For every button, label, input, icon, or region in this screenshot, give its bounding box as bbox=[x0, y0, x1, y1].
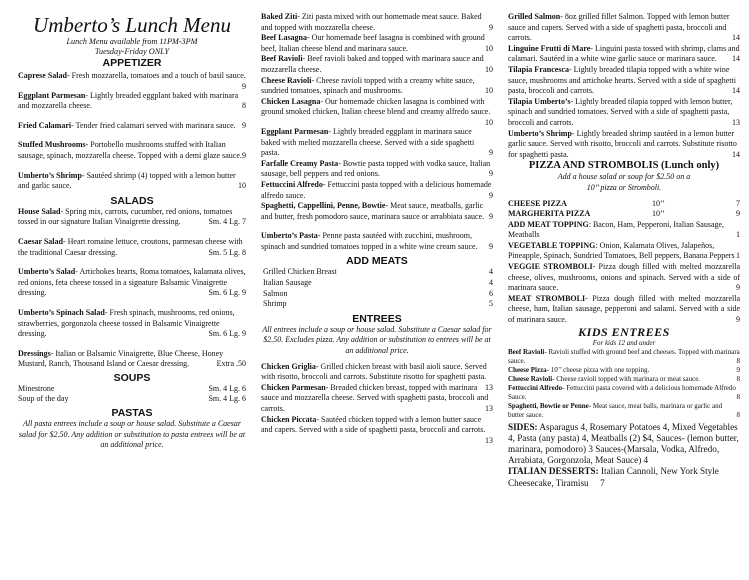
item-price: 9 bbox=[489, 148, 493, 158]
item-name: Grilled Salmon bbox=[508, 12, 561, 21]
item-desc: : Onion, Kalamata Olives, Jalapeños, Pineapple, Spinach, Sundried Tomatoes, Bell peppers, Banana Peppers bbox=[508, 240, 735, 261]
item-price: 9 bbox=[736, 209, 740, 219]
item-price: Sm. 4 Lg. 7 bbox=[208, 217, 246, 227]
item-name: Spaghetti, Bowtie or Penne bbox=[508, 401, 589, 410]
menu-item bbox=[508, 384, 740, 402]
item-desc: - Our homemade beef lasagna is combined with ground beef, Italian cheese blend and marinara sauce. bbox=[261, 33, 485, 53]
item-name: Umberto’s Shrimp bbox=[508, 128, 572, 138]
pizza-list bbox=[508, 199, 740, 326]
add-meats-heading: ADD MEATS bbox=[346, 255, 408, 268]
item-price: 9 bbox=[242, 120, 246, 130]
item-desc: - Cheese ravioli topped with a creamy white sauce, sundried tomatoes, spinach and mushrooms. bbox=[261, 75, 475, 96]
item-price: 8 bbox=[736, 356, 740, 365]
item-price: 9 bbox=[489, 241, 493, 251]
item-name: Spaghetti, Cappellini, Penne, Bowtie bbox=[261, 201, 386, 211]
item-price: 10 bbox=[485, 43, 493, 53]
item-name: Caprese Salad bbox=[18, 71, 67, 80]
pizza-note-2: 10’’ pizza or Stromboli. bbox=[586, 182, 662, 192]
item-name: VEGGIE STROMBOLI bbox=[508, 262, 593, 272]
menu-item bbox=[508, 129, 740, 161]
item-price: 10 bbox=[485, 64, 493, 74]
menu-item bbox=[18, 140, 246, 161]
item-desc: - Sautéed shrimp (4) topped with a lemon butter and garlic sauce. bbox=[18, 170, 236, 191]
menu-item bbox=[263, 267, 493, 278]
item-name: Soup of the day bbox=[18, 394, 69, 404]
item-name: CHEESE PIZZA bbox=[508, 198, 567, 208]
item-price: 9 bbox=[736, 365, 740, 374]
menu-item bbox=[508, 262, 740, 294]
salads-heading: SALADS bbox=[110, 194, 154, 207]
menu-item bbox=[263, 278, 493, 289]
item-desc: - Italian or Balsamic Vinaigrette, Blue Cheese, Honey Mustard, Ranch, Thousand Island or Caesar dressing. bbox=[18, 348, 224, 369]
kids-sub: For kids 12 and under bbox=[592, 338, 656, 347]
item-desc: - Meat sauce, meat balls, marinara or garlic and butter sauce. bbox=[508, 401, 723, 419]
item-desc: - Tender fried calamari served with marinara sauce. bbox=[71, 120, 236, 130]
menu-title: Umberto’s Lunch Menu bbox=[33, 13, 231, 37]
item-price: 14 bbox=[732, 149, 740, 159]
item-desc: - Cheese ravioli topped with marinara or meat sauce. bbox=[552, 374, 701, 383]
menu-item bbox=[263, 289, 493, 300]
item-price: 9 bbox=[489, 211, 493, 221]
item-price: 10 bbox=[485, 117, 493, 127]
item-name: Eggplant Parmesan bbox=[261, 126, 329, 136]
menu-hours: Lunch Menu available from 11PM-3PM bbox=[66, 37, 198, 46]
item-price: Sm. 5 Lg. 8 bbox=[208, 247, 246, 257]
item-desc: - Our homemade chicken lasagna is combined with ground smoked chicken, Italian cheese blend and creamy alfredo sauce. bbox=[261, 96, 491, 117]
item-price: 13 bbox=[485, 435, 493, 445]
item-name: Caesar Salad bbox=[18, 236, 63, 246]
item-name: Chicken Lasagna bbox=[261, 96, 321, 106]
item-price: 4 bbox=[489, 278, 493, 288]
item-price: 9 bbox=[489, 169, 493, 179]
desserts-label: ITALIAN DESSERTS: bbox=[508, 466, 599, 477]
item-desc: - Pizza dough filled with melted mozzarella cheese, olives, mushrooms, onions and spinach. Served with a side of marinara sauce. bbox=[508, 262, 740, 293]
menu-item bbox=[261, 76, 493, 97]
menu-item bbox=[261, 201, 493, 222]
sides-label: SIDES: bbox=[508, 421, 538, 432]
menu-item bbox=[508, 348, 740, 366]
item-name: Fried Calamari bbox=[18, 120, 72, 130]
menu-item bbox=[508, 65, 740, 97]
item-desc: - Fettuccini pasta topped with a delicious homemade alfredo sauce. bbox=[261, 179, 492, 200]
item-desc: - Lightly breaded eggplant baked with marinara and mozzarella cheese. bbox=[18, 90, 239, 111]
item-price: 9 bbox=[489, 190, 493, 200]
item-price: 13 bbox=[485, 382, 493, 392]
sides bbox=[508, 422, 740, 467]
appetizer-list bbox=[18, 71, 246, 192]
item-price: 6 bbox=[489, 288, 493, 298]
menu-item bbox=[263, 299, 493, 310]
item-name: Linguine Frutti di Mare bbox=[508, 43, 591, 53]
menu-item bbox=[18, 267, 246, 299]
menu-item bbox=[508, 294, 740, 326]
item-price: 13 bbox=[485, 404, 493, 413]
menu-item bbox=[508, 402, 740, 420]
menu-item bbox=[261, 159, 493, 180]
entrees-list-b bbox=[508, 12, 740, 160]
item-price: 9 bbox=[736, 283, 740, 293]
salads-list bbox=[18, 207, 246, 370]
item-desc: - Lightly breaded tilapia topped with a white wine sauce, mushrooms and artichoke hearts. Served with a side of spaghetti pasta, broccoli and carrots. bbox=[508, 64, 736, 96]
entrees-note: All entrees include a soup or house salad. Substitute a Caesar salad for $2.50. Excludes pizza. Any addition or substitution to entrees will be at an additional price. bbox=[262, 324, 492, 356]
item-name: ADD MEAT TOPPING bbox=[508, 219, 589, 229]
pastas-note: All pasta entrees include a soup or house salad. Substitute a Caesar salad for $2.50. Any addition or substitution to pasta entrees will be at an additional price. bbox=[18, 419, 246, 450]
desserts-price: 7 bbox=[600, 477, 605, 488]
add-meat-topping bbox=[508, 220, 740, 241]
menu-item bbox=[18, 384, 246, 395]
item-price: 8 bbox=[736, 392, 740, 401]
item-price: 9 bbox=[242, 150, 246, 160]
menu-item bbox=[508, 97, 740, 129]
item-desc: - Lightly breaded eggplant in marinara sauce baked with melted mozzarella cheese. Served with a side spaghetti pasta. bbox=[261, 126, 475, 158]
item-price: 8 bbox=[736, 410, 740, 419]
menu-item bbox=[261, 12, 493, 33]
item-price: Sm. 6 Lg. 9 bbox=[208, 288, 246, 298]
item-desc: : Bacon, Ham, Pepperoni, Italian Sausage, Meatballs bbox=[508, 219, 725, 240]
item-price: 14 bbox=[732, 86, 740, 96]
menu-item bbox=[261, 231, 493, 252]
item-name: Chicken Parmesan bbox=[261, 382, 326, 392]
item-name: Salmon bbox=[263, 288, 288, 298]
desserts bbox=[508, 466, 740, 488]
sides-text: Asparagus 4, Rosemary Potatoes 4, Mixed Vegetables 4, Pasta (any pasta) 4, Meatballs (2) $4, Sauces- (lemon butter, marinara, pomodoro) 3 Sauces-(Marsala, Vodka, Alfredo, Arrabiata, Gorgonzola, Meat Sauce) 4 bbox=[508, 421, 739, 466]
item-name: Farfalle Creamy Pasta bbox=[261, 158, 339, 168]
item-desc: - Beef ravioli baked and topped with marinara sauce and mozzarella cheese. bbox=[261, 54, 484, 74]
item-name: Stuffed Mushrooms bbox=[18, 140, 86, 150]
menu-item bbox=[508, 209, 740, 220]
column-middle bbox=[261, 12, 493, 446]
item-name: Cheese Ravioli bbox=[508, 374, 553, 383]
item-name: Cheese Ravioli bbox=[261, 75, 312, 85]
menu-item bbox=[261, 180, 493, 201]
column-left bbox=[18, 0, 246, 451]
item-name: Chicken Piccata bbox=[261, 414, 317, 424]
item-name: MEAT STROMBOLI bbox=[508, 293, 586, 303]
item-price: 4 bbox=[489, 267, 493, 277]
item-name: Grilled Chicken Breast bbox=[263, 267, 337, 277]
item-name: VEGETABLE TOPPING bbox=[508, 240, 596, 250]
item-desc: - Ravioli stuffed with ground beef and cheeses. Topped with marinara sauce. bbox=[508, 347, 740, 365]
column-right bbox=[508, 12, 740, 489]
item-size: 10’’ bbox=[652, 198, 665, 208]
kids-list bbox=[508, 348, 740, 420]
item-name: Beef Ravioli bbox=[508, 347, 545, 356]
menu-item bbox=[261, 127, 493, 159]
item-desc: - 8oz grilled fillet Salmon. Topped with lemon butter sauce and capers. Served with a side of spaghetti pasta, broccoli and carrots. bbox=[508, 12, 730, 43]
menu-item bbox=[18, 207, 246, 228]
menu-item bbox=[18, 349, 246, 370]
item-name: Umberto’s Spinach Salad bbox=[18, 307, 105, 317]
item-name: Beef Ravioli bbox=[261, 54, 303, 64]
item-name: Umberto’s Pasta bbox=[261, 231, 318, 241]
item-price: 8 bbox=[736, 374, 740, 383]
item-price: 14 bbox=[732, 54, 740, 64]
item-desc: - Linguini pasta tossed with shrimp, clams and calamari. Sautéed in a white wine garlic sauce or marinara sauce. bbox=[508, 43, 740, 64]
item-desc: - 10’’ cheese pizza with one topping. bbox=[546, 365, 650, 374]
item-desc: - Bowtie pasta topped with vodka sauce, Italian sausage, bell peppers and red onions. bbox=[261, 158, 491, 179]
item-desc: - Breaded chicken breast, topped with marinara sauce and mozzarella cheese. Served with spaghetti pasta, broccoli and carrots. bbox=[261, 382, 489, 413]
item-name: Eggplant Parmesan bbox=[18, 90, 86, 100]
item-price: Sm. 4 Lg. 6 bbox=[208, 383, 246, 393]
pizza-heading: PIZZA AND STROMBOLIS (Lunch only) bbox=[528, 160, 720, 172]
item-desc: - Ziti pasta mixed with our homemade meat sauce. Baked and topped with mozzarella cheese. bbox=[261, 12, 482, 32]
pastas-heading: PASTAS bbox=[111, 407, 153, 420]
menu-days: Tuesday-Friday ONLY bbox=[94, 47, 170, 56]
menu-item bbox=[261, 33, 493, 54]
menu-item bbox=[508, 12, 740, 44]
menu-item bbox=[18, 237, 246, 258]
entrees-list-a bbox=[261, 361, 493, 445]
item-price: 10 bbox=[485, 86, 493, 96]
item-desc: - Grilled chicken breast with basil aioli sauce. Served with risotto, broccoli and carrots. Substitute risotto for spaghetti pasta. bbox=[261, 361, 487, 382]
item-desc: - Lightly breaded tilapia topped with lemon butter, spinach and sundried tomatoes. Served with a side of spaghetti pasta, broccoli and carrots. bbox=[508, 96, 733, 127]
item-price: 5 bbox=[489, 299, 493, 309]
menu-item bbox=[508, 366, 740, 375]
item-price: Sm. 4 Lg. 6 bbox=[208, 394, 246, 404]
pizza-note-1: Add a house salad or soup for $2.50 on a bbox=[557, 172, 691, 182]
item-price: 13 bbox=[732, 117, 740, 127]
item-desc: - Spring mix, carrots, cucumber, red onions, tomatoes tossed in our signature Italian Vinaigrette dressing. bbox=[18, 206, 233, 227]
item-name: Beef Lasagna bbox=[261, 33, 307, 43]
soups-heading: SOUPS bbox=[113, 371, 151, 384]
item-desc: - Fresh mozzarella, tomatoes and a touch of basil sauce. bbox=[66, 71, 246, 80]
menu-item bbox=[18, 91, 246, 112]
menu-item bbox=[261, 414, 493, 445]
item-name: Tilapia Umberto’s bbox=[508, 96, 571, 106]
item-price: 7 bbox=[736, 198, 740, 208]
menu-item bbox=[261, 96, 493, 127]
item-price: 9 bbox=[242, 81, 246, 91]
menu-item bbox=[18, 308, 246, 340]
menu-item bbox=[18, 71, 246, 91]
item-desc: - Sautéed chicken topped with a lemon butter sauce and capers. Served with a side of spaghetti pasta, broccoli and carrots. bbox=[261, 414, 486, 435]
vegetable-topping bbox=[508, 241, 740, 262]
item-name: Chicken Griglia bbox=[261, 361, 316, 371]
item-price: 9 bbox=[736, 315, 740, 325]
add-meats-list bbox=[261, 267, 493, 309]
menu-item bbox=[261, 383, 493, 415]
item-desc: - Meat sauce, meatballs, garlic and butter, fresh pomodoro sauce, marinara sauce or arrabbiata sauce. bbox=[261, 201, 485, 221]
item-name: Umberto’s Salad bbox=[18, 267, 76, 277]
item-desc: - Artichokes hearts, Roma tomatoes, kalamata olives, red onions, feta cheese tossed in a signature Balsamic Vinaigrette dressing. bbox=[18, 267, 246, 298]
menu-item bbox=[261, 54, 493, 75]
item-name: Dressings bbox=[18, 348, 51, 358]
menu-item bbox=[508, 44, 740, 65]
item-name: Umberto’s Shrimp bbox=[18, 170, 82, 180]
appetizer-heading: APPETIZER bbox=[102, 57, 162, 69]
item-name: Shrimp bbox=[263, 299, 287, 309]
item-price: 14 bbox=[732, 33, 740, 43]
item-price: 1 bbox=[736, 230, 740, 240]
menu-item bbox=[18, 394, 246, 405]
item-name: Italian Sausage bbox=[263, 278, 312, 288]
entrees-heading: ENTREES bbox=[352, 312, 402, 325]
item-name: Fettuccini Alfredo bbox=[508, 383, 563, 392]
menu-item bbox=[508, 199, 740, 210]
item-size: 10’’ bbox=[652, 209, 665, 219]
item-price: 8 bbox=[242, 101, 246, 111]
item-name: MARGHERITA PIZZA bbox=[508, 209, 591, 219]
item-price: 9 bbox=[489, 22, 493, 32]
item-name: Minestrone bbox=[18, 383, 55, 393]
item-desc: - Heart romaine lettuce, croutons, parmesan cheese with the traditional Caesar dressing. bbox=[18, 236, 243, 257]
item-name: Tilapia Francesca bbox=[508, 64, 569, 74]
item-price: 1 bbox=[736, 251, 740, 261]
item-name: House Salad bbox=[18, 206, 61, 216]
item-price: 10 bbox=[238, 181, 246, 191]
item-price: Sm. 6 Lg. 9 bbox=[208, 329, 246, 339]
item-price: Extra .50 bbox=[216, 359, 246, 369]
item-desc: - Penne pasta sautéed with zucchini, mushroom, spinach and sundried tomatoes topped in a white wine cream sauce. bbox=[261, 231, 478, 251]
menu-item bbox=[18, 171, 246, 192]
item-name: Baked Ziti bbox=[261, 12, 298, 21]
kids-heading: KIDS ENTREES bbox=[578, 324, 670, 339]
menu-item bbox=[18, 121, 246, 132]
item-desc: - Pizza dough filled with melted mozzarella cheese, ham, Italian sausage, pepperoni and salami. Served with a side of marinara sauce. bbox=[508, 293, 741, 325]
item-desc: - Portobello mushrooms stuffed with Italian sausage, spinach, mozzarella cheese. Topped with a demi glaze sauce. bbox=[18, 140, 242, 160]
item-desc: - Fettuccini pasta covered with a delicious homemade Alfredo Sauce. bbox=[508, 383, 736, 401]
item-desc: - Fresh spinach, mushrooms, red onions, strawberries, gorgonzola cheese tossed in Balsamic Vinaigrette dressing. bbox=[18, 307, 235, 339]
item-name: Cheese Pizza bbox=[508, 365, 547, 374]
item-desc: - Lightly breaded shrimp sautéed in a lemon butter garlic sauce. Served with risotto, broccoli and carrots. Substitute risotto for spaghetti pasta. bbox=[508, 128, 737, 159]
pastas-list bbox=[261, 12, 493, 252]
menu-item bbox=[508, 375, 740, 384]
item-name: Fettuccini Alfredo bbox=[261, 179, 323, 189]
desserts-text: Italian Cannoli, New York Style Cheesecake, Tiramisu bbox=[508, 466, 719, 488]
